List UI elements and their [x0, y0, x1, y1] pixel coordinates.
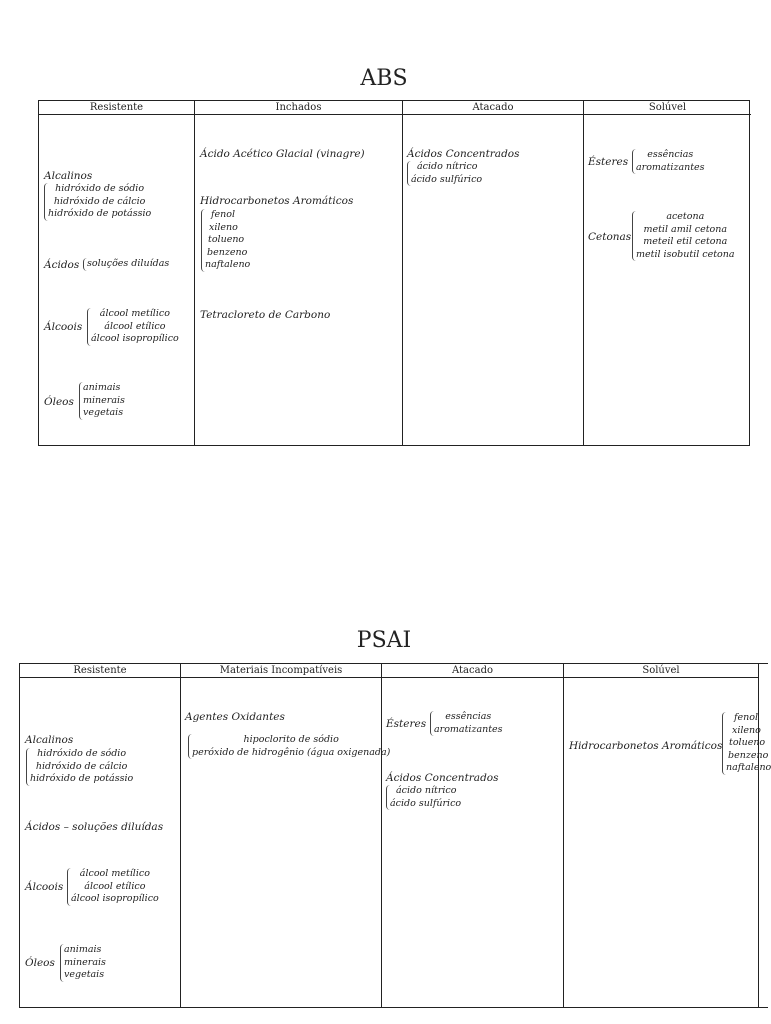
list-item: ácido nítrico — [396, 785, 457, 796]
abs-oleos-group — [79, 382, 125, 420]
list-item: xileno — [209, 221, 238, 233]
abs-title: ABS — [360, 66, 408, 91]
abs-header-atacado: Atacado — [403, 101, 583, 115]
abs-acidos-concentrados-group — [407, 161, 482, 186]
list-item: aromatizantes — [636, 161, 705, 173]
list-item: benzeno — [207, 246, 248, 258]
list-item: ácido nítrico — [417, 161, 478, 172]
abs-alcoois-group — [87, 308, 179, 346]
abs-header-soluvel: Solúvel — [584, 101, 751, 115]
abs-oleos-label: Óleos — [44, 396, 74, 408]
list-item: vegetais — [83, 407, 124, 418]
brace-icon — [188, 734, 194, 759]
list-item: ácido sulfúrico — [411, 173, 483, 185]
list-item: hidróxido de cálcio — [53, 195, 146, 207]
abs-esteres-label: Ésteres — [588, 156, 629, 168]
psai-acidos-concentrados-group — [386, 785, 461, 810]
list-item: minerais — [83, 394, 125, 406]
abs-alcalinos-label: Alcalinos — [44, 170, 93, 182]
psai-oleos-label: Óleos — [25, 957, 55, 969]
psai-col-soluvel — [564, 664, 771, 1007]
list-item: álcool etílico — [84, 880, 146, 892]
brace-icon — [79, 382, 85, 420]
list-item: ácido sulfúrico — [390, 797, 462, 809]
list-item: hipoclorito de sódio — [243, 734, 339, 745]
psai-acidos-concentrados-label: Ácidos Concentrados — [386, 772, 499, 784]
abs-header-inchados: Inchados — [195, 101, 402, 115]
abs-hidrocarbonetos-label: Hidrocarbonetos Aromáticos — [200, 195, 354, 207]
list-item: animais — [64, 944, 102, 955]
abs-col-soluvel — [584, 101, 751, 445]
psai-alcoois-label: Álcoois — [25, 881, 64, 893]
psai-header-resistente: Resistente — [20, 664, 180, 678]
psai-esteres-group — [430, 711, 503, 736]
abs-esteres-group — [632, 149, 705, 174]
brace-icon — [201, 209, 207, 272]
list-item: álcool etílico — [104, 320, 166, 332]
psai-alcoois-group — [67, 868, 159, 906]
abs-table — [38, 100, 750, 446]
psai-alcalinos-group — [26, 748, 133, 786]
list-item: animais — [83, 382, 121, 393]
brace-icon — [407, 161, 413, 186]
list-item: hidróxido de potássio — [48, 208, 152, 219]
list-item: álcool isopropílico — [71, 893, 159, 904]
brace-icon — [83, 258, 89, 271]
abs-col-resistente — [39, 101, 195, 445]
list-item: soluções diluídas — [87, 258, 170, 269]
psai-oxidantes-group — [188, 734, 390, 759]
brace-icon — [87, 308, 93, 346]
brace-icon — [60, 944, 66, 982]
list-item: álcool metílico — [79, 868, 150, 879]
abs-col-atacado — [403, 101, 584, 445]
abs-acidos-concentrados-label: Ácidos Concentrados — [407, 148, 520, 160]
psai-title: PSAI — [356, 628, 412, 653]
psai-oleos-group — [60, 944, 106, 982]
brace-icon — [44, 183, 50, 221]
list-item: álcool metílico — [99, 308, 170, 319]
list-item: minerais — [64, 956, 106, 968]
psai-col-incompativeis — [181, 664, 391, 1007]
psai-table — [19, 663, 771, 1008]
list-item: essências — [445, 711, 492, 722]
brace-icon — [386, 785, 392, 810]
psai-oxidantes-label: Agentes Oxidantes — [185, 711, 285, 723]
psai-header-soluvel: Solúvel — [564, 664, 758, 678]
list-item: fenol — [211, 209, 236, 220]
list-item: tolueno — [729, 737, 766, 748]
list-item: hidróxido de sódio — [55, 183, 145, 194]
abs-header-resistente: Resistente — [39, 101, 194, 115]
list-item: meteil etil cetona — [643, 236, 728, 247]
brace-icon — [632, 211, 638, 261]
psai-alcalinos-label: Alcalinos — [25, 734, 74, 746]
list-item: peróxido de hidrogênio (água oxigenada) — [192, 746, 391, 758]
list-item: essências — [647, 149, 694, 160]
list-item: acetona — [666, 211, 705, 222]
list-item: xileno — [732, 724, 761, 736]
psai-header-atacado: Atacado — [382, 664, 563, 678]
abs-acidos-group — [83, 258, 169, 271]
psai-acidos-label: Ácidos – soluções diluídas — [25, 821, 164, 833]
abs-acetico: Ácido Acético Glacial (vinagre) — [200, 148, 365, 160]
abs-hidrocarbonetos-group — [201, 209, 250, 272]
list-item: hidróxido de sódio — [37, 748, 127, 759]
psai-hidrocarbonetos-group — [722, 712, 771, 775]
list-item: álcool isopropílico — [91, 333, 179, 344]
list-item: tolueno — [208, 234, 245, 245]
brace-icon — [26, 748, 32, 786]
abs-alcoois-label: Álcoois — [44, 321, 83, 333]
psai-esteres-label: Ésteres — [386, 718, 427, 730]
psai-hidrocarbonetos-label: Hidrocarbonetos Aromáticos — [569, 740, 723, 752]
abs-alcalinos-group — [44, 183, 151, 221]
list-item: hidróxido de potássio — [30, 773, 134, 784]
list-item: benzeno — [728, 749, 769, 761]
abs-cetonas-label: Cetonas — [588, 231, 632, 243]
list-item: metil amil cetona — [643, 223, 728, 235]
psai-header-incompativeis: Materiais Incompatíveis — [181, 664, 381, 678]
list-item: naftaleno — [726, 762, 771, 773]
psai-col-atacado — [382, 664, 564, 1007]
list-item: metil isobutil cetona — [636, 248, 735, 260]
brace-icon — [632, 149, 638, 174]
list-item: vegetais — [64, 969, 105, 980]
abs-cetonas-group — [632, 211, 735, 261]
list-item: hidróxido de cálcio — [35, 760, 128, 772]
psai-col-resistente — [20, 664, 181, 1007]
abs-tetracloreto: Tetracloreto de Carbono — [200, 309, 331, 321]
abs-col-inchados — [195, 101, 403, 445]
brace-icon — [67, 868, 73, 906]
brace-icon — [430, 711, 436, 736]
list-item: aromatizantes — [434, 723, 503, 735]
list-item: fenol — [734, 712, 759, 723]
brace-icon — [722, 712, 728, 775]
abs-acidos-label: Ácidos — [44, 259, 80, 271]
list-item: naftaleno — [205, 259, 251, 270]
